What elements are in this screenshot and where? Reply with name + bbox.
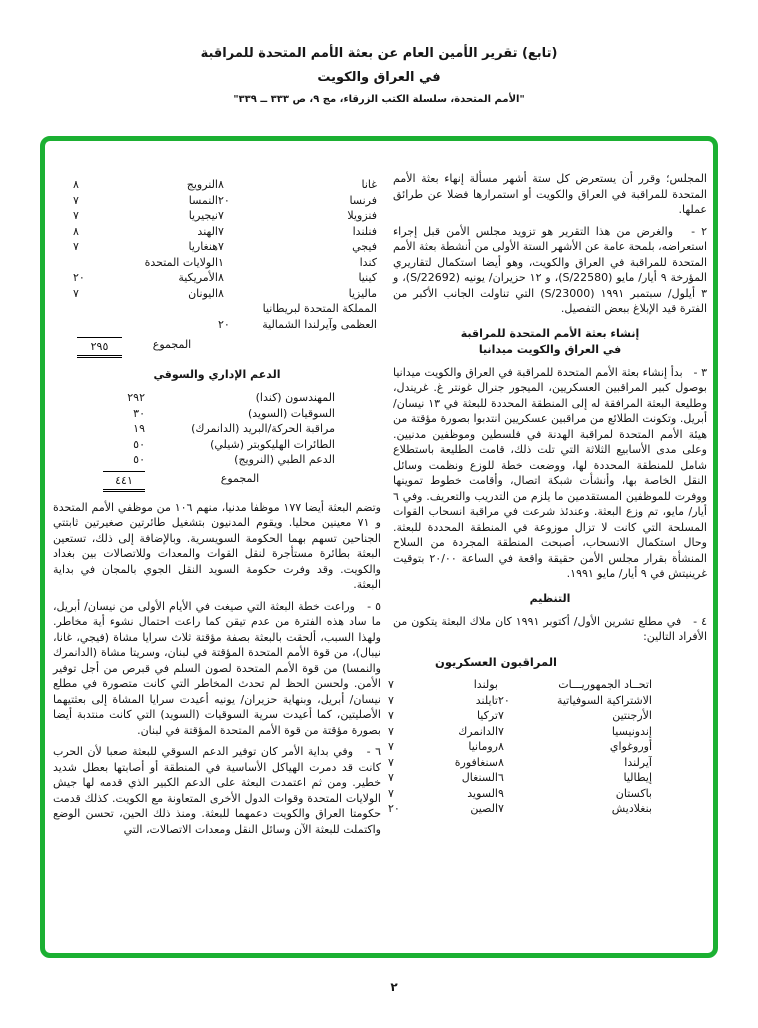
country-name: الدانمرك — [458, 724, 498, 738]
report-title-line2: في العراق والكويت — [317, 70, 441, 85]
support-row — [53, 452, 335, 468]
support-item-value: ١٩ — [133, 422, 145, 435]
observer-count: ٢٠ — [218, 193, 230, 207]
support-row — [53, 390, 335, 406]
section-heading-establishment-line2: في العراق والكويت ميدانيا — [478, 342, 622, 356]
country-name: نيجيريا — [188, 209, 218, 222]
country-name: فيجي — [352, 240, 377, 253]
support-item-value: ٢٩٢ — [127, 391, 145, 404]
observer-count: ٧ — [218, 240, 224, 253]
country-name: ماليزيا — [348, 286, 377, 300]
country-name: الاشتراكية السوفياتية — [556, 693, 652, 707]
observer-row — [53, 193, 377, 209]
observer-count: ٦ — [498, 771, 504, 784]
support-row — [53, 421, 335, 437]
observer-row — [388, 786, 652, 802]
observer-count: ٧ — [73, 209, 79, 222]
country-name: فنزويلا — [347, 209, 377, 222]
observer-count — [73, 301, 118, 317]
paragraph-3: ٣ - بدأ إنشاء بعثة الأمم المتحدة للمراقبة في العراق والكويت ميدانيا بوصول كبير المراقبين العسكريين، الميجور جنرال غونتر غ. غريندل، وطليعة البعثة المرافقة له إلى المنطقة المحددة للبعثة في ١٣ نيسان/ أبريل. وتكونت الطلائع من مراقبين عسكريين انتدبوا بصورة مؤقتة من هيئة الأمم المتحدة لمراقبة الهدنة في فلسطين وموظفين مدنيين. وعلى مدى الأسابيع الثلاثة التي تلت ذلك، قامت الطليعة باستطلاع شامل للمنطقة المحددة لها، ووضعت خطة للوزع ونظمت وسائل النقل الخاصة بها، وأنشأت شبكة اتصال، وأقامت خطوط تموينها ووفرت للموظفين المستقدمين ما يلزم من التدريب والتعريف. وفي ٦ أيار/ مايو، تم وزع البعثة. وعندئذ شرعت في مراقبة انسحاب القوات المسلحة التي كانت لا تزال موزوعة في المنطقة المحددة للبعثة. وحال استكمال الانسحاب، أصبحت المنطقة المجردة من السلاح المنشأة بقرار مجلس الأمن حقيقة واقعة في الساعة ٢٠/٠٠ بتوقيت غرينيتش في ٩ أيار/ مايو ١٩٩١. — [393, 365, 708, 580]
observer-row — [388, 677, 652, 693]
support-item-label: مراقبة الحركة/البريد (الدانمرك) — [191, 422, 335, 435]
country-name: النرويج — [186, 178, 218, 191]
observer-count: ٧ — [388, 678, 394, 691]
country-name: الهند — [197, 224, 218, 238]
support-item-label: المهندسون (كندا) — [255, 391, 335, 404]
observer-count — [73, 317, 118, 333]
observers-total-row — [53, 337, 381, 358]
observer-count: ٨ — [498, 755, 504, 769]
observer-count: ٧ — [498, 802, 504, 815]
country-name: النمسا — [188, 193, 218, 207]
observer-row — [53, 317, 377, 333]
observer-row — [53, 177, 377, 193]
support-row — [53, 437, 335, 453]
observer-count — [498, 677, 524, 693]
report-title-line1: (تابع) تقرير الأمين العام عن بعثة الأمم المتحدة للمراقبة — [200, 46, 558, 61]
country-name — [118, 301, 218, 317]
country-name: السويد — [467, 786, 498, 800]
observer-count: ٢٠ — [498, 693, 510, 707]
support-total-label: المجموع — [220, 471, 260, 485]
paragraph-2: ٢ - والغرض من هذا التقرير هو تزويد مجلس الأمن قبل إجراء استعراضه، بلمحة عامة عن الأشهر الستة الأولى من أنشطة بعثة الأمم المتحدة للمراقبة في العراق والكويت، وهو أيضا استكمال لتقاريري المؤرخة ٩ أيار/ مايو (S/22580)، و ١٢ حزيران/ يونيه (S/22692)، و ٣ أيلول/ سبتمبر ١٩٩١ (S/23000) التي تناولت الجانب الأكبر من الفترة قيد الإبلاغ ببعض التفصيل. — [392, 224, 708, 315]
country-name: تركيا — [476, 709, 498, 722]
country-name: رومانيا — [468, 740, 498, 753]
observers-table-part1 — [388, 677, 652, 817]
observers-table-part2 — [53, 177, 377, 332]
page-number: ٢ — [390, 980, 398, 994]
observers-total-value: ٢٩٥ — [77, 337, 122, 358]
country-name: الولايات المتحدة — [144, 255, 218, 269]
observer-count: ٧ — [218, 209, 224, 222]
section-heading-establishment — [393, 326, 707, 358]
observer-count: ٧ — [73, 286, 79, 300]
observer-row — [388, 693, 652, 709]
observer-row — [53, 239, 377, 255]
observer-count: ٢٠ — [73, 271, 85, 284]
country-name: اتحــاد الجمهوريـــات — [558, 678, 652, 691]
observer-row — [53, 255, 377, 271]
observer-row — [388, 708, 652, 724]
country-name: غانا — [361, 178, 377, 191]
observer-count: ٨ — [218, 271, 224, 284]
country-name: الأمريكية — [178, 271, 218, 284]
support-item-value: ٥٠ — [133, 437, 145, 451]
column-right — [388, 171, 708, 953]
observer-count — [218, 301, 252, 317]
section-heading-organization: التنظيم — [529, 591, 571, 605]
observer-count: ٨ — [218, 178, 224, 191]
observer-row — [53, 286, 377, 302]
paragraph-4: ٤ - في مطلع تشرين الأول/ أكتوبر ١٩٩١ كان ملاك البعثة يتكون من الأفراد التالين: — [393, 614, 707, 643]
observer-count: ٧ — [73, 240, 79, 253]
observer-row — [388, 755, 652, 771]
observer-row — [388, 770, 652, 786]
observer-row — [53, 208, 377, 224]
column-left — [53, 171, 381, 953]
paragraph-5: ٥ - وراعت خطة البعثة التي صيغت في الأيام الأولى من نيسان/ أبريل، ما ساد هذه الفترة من عدم تيقن كما راعت احتمال نشوء أية مخاطر. ولهذا السبب، ألحقت بالبعثة بصفة مؤقتة ثلاث سرايا مشاة (فيجي، غانا، نيبال)، من قوة الأمم المتحدة المؤقتة في لبنان، وسريتا مشاة (الدانمرك والنمسا) من قوة الأمم المتحدة لصون السلم في قبرص من أجل توفير الأمن. ولحسن الحظ لم تحدث المخاطر التي كانت متصورة في مطلع نيسان/ أبريل، وبنهاية حزيران/ يونيه أعيدت سرايا المشاة إلى بعثتيهما الأصليتين، كما أعيدت سرية السوقيات (السويد) التي كانت منتدبة أيضا بصورة مؤقتة من قوة الأمم المتحدة المؤقتة في لبنان. — [53, 599, 381, 737]
country-name: الصين — [470, 802, 498, 815]
observer-row — [388, 724, 652, 740]
observer-count: ٧ — [498, 709, 504, 722]
observers-total-label: المجموع — [152, 338, 192, 351]
country-name: إيطاليا — [623, 771, 652, 784]
source-citation: "الأمم المتحدة، سلسلة الكتب الزرقاء، مج ٩، ص ٣٣٣ ــ ٣٣٩" — [233, 94, 525, 105]
support-item-label: الدعم الطبي (النرويج) — [234, 453, 335, 466]
country-name: كندا — [359, 255, 377, 269]
observer-count: ٧ — [218, 224, 224, 238]
observer-row — [388, 739, 652, 755]
country-name: باكستان — [615, 786, 652, 800]
support-item-value: ٥٠ — [133, 453, 145, 466]
observer-count: ٨ — [73, 224, 79, 238]
country-name: بنغلاديش — [611, 802, 652, 815]
observer-count: ٨ — [218, 286, 224, 300]
section-heading-support: الدعم الإداري والسوقي — [153, 368, 281, 381]
support-item-label: السوقيات (السويد) — [247, 406, 335, 420]
country-name — [118, 317, 218, 333]
country-name: السنغال — [461, 771, 498, 784]
observer-row — [53, 224, 377, 240]
country-name: إندونيسيا — [611, 724, 652, 738]
observer-count: ٧ — [388, 740, 394, 753]
observer-count: ١ — [218, 255, 224, 269]
country-name: الأرجنتين — [612, 709, 652, 722]
paragraph-civilian-staff: وتضم البعثة أيضا ١٧٧ موظفا مدنيا، منهم ١٠٦ من موظفي الأمم المتحدة و ٧١ معينين محليا. ويقوم المدنيون بتشغيل طائرتين صغيرتين ثابتتي الجناحين تسهم بهما الحكومة السويسرية. وبالإضافة إلى ذلك، تستعين البعثة بطائرة مستأجرة لنقل القوات والمعدات وللاتصالات بين بغداد والكويت. وقد وفرت حكومة السويد النقل الجوي بالمجان في بداية البعثة. — [53, 500, 381, 591]
observer-count: ٧ — [388, 755, 394, 769]
section-heading-establishment-line1: إنشاء بعثة الأمم المتحدة للمراقبة — [460, 326, 640, 340]
paragraph-continuation: المجلس؛ وقرر أن يستعرض كل ستة أشهر مسألة إنهاء بعثة الأمم المتحدة للمراقبة في العراق والكويت أو استمرارها فضلا عن طرائق عملها. — [393, 172, 707, 216]
country-name: العظمى وآيرلندا الشمالية — [262, 317, 377, 331]
observer-count: ٩ — [498, 786, 504, 800]
country-name: المملكة المتحدة لبريطانيا — [262, 302, 377, 315]
observer-count: ٧ — [388, 771, 394, 784]
support-row — [53, 406, 335, 422]
page-header — [0, 46, 758, 105]
country-name: كينيا — [358, 271, 377, 284]
support-total-row — [53, 471, 335, 492]
observer-count: ٢٠ — [388, 802, 400, 815]
observer-count: ٢٠ — [218, 317, 230, 331]
country-name: هنغاريا — [188, 240, 218, 253]
military-observers-title: المراقبون العسكريون — [435, 654, 557, 669]
observer-row — [388, 801, 652, 817]
country-name: آيرلندا — [624, 755, 652, 769]
observer-count — [73, 255, 118, 271]
observer-count: ٧ — [388, 709, 394, 722]
country-name: أوروغواي — [609, 740, 652, 753]
support-item-label: الطائرات الهليكوبتر (شيلي) — [210, 437, 335, 451]
support-total-value: ٤٤١ — [103, 471, 145, 492]
country-name: اليونان — [188, 286, 218, 300]
observer-row — [53, 270, 377, 286]
support-item-value: ٣٠ — [133, 406, 145, 420]
observer-count: ٨ — [498, 740, 504, 753]
content-frame — [40, 136, 718, 958]
observer-count: ٨ — [73, 178, 79, 191]
observer-count: ٧ — [73, 193, 79, 207]
observer-count: ٧ — [388, 724, 394, 738]
observer-count: ٧ — [388, 786, 394, 800]
country-name: فرنسا — [349, 193, 377, 207]
paragraph-6: ٦ - وفي بداية الأمر كان توفير الدعم السوقي للبعثة صعبا لأن الحرب كانت قد دمرت الهياكل الأساسية في المنطقة أو أصابتها بعطل شديد خطير. ومن ثم اعتمدت البعثة على الدعم الكبير الذي قدمه لها جيش الولايات المتحدة وقوات الدول الأخرى المتعاونة مع الكويت. كذلك قدمت حكومتا العراق والكويت دعمهما للبعثة. ومنذ ذلك الحين، تحسن الوضع واكتملت للبعثة الآن وسائل النقل ومعدات الاتصالات، التي — [53, 745, 381, 836]
observer-count: ٧ — [498, 724, 504, 738]
observer-row — [53, 301, 377, 317]
country-name: سنغافورة — [454, 755, 498, 769]
country-name: بولندا — [473, 678, 498, 691]
country-name: تايلند — [475, 693, 498, 707]
observer-count: ٧ — [388, 693, 394, 707]
support-table — [53, 390, 335, 468]
country-name: فنلندا — [352, 224, 377, 238]
